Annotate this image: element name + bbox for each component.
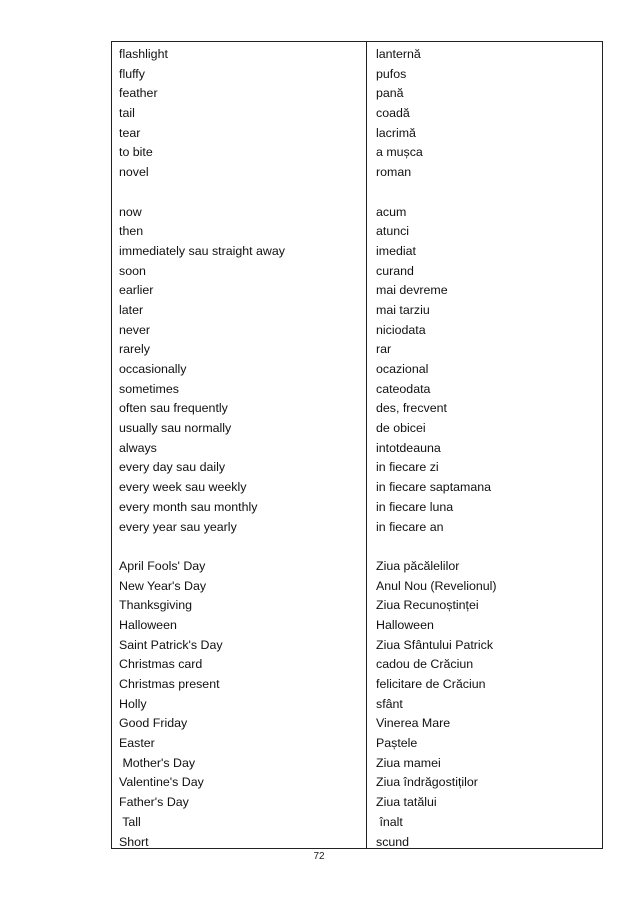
romanian-column	[376, 45, 596, 852]
english-term: Short	[119, 834, 149, 849]
english-term: Father's Day	[119, 795, 189, 810]
english-term: tear	[119, 125, 141, 140]
romanian-translation: ocazional	[376, 362, 429, 376]
english-term: Saint Patrick's Day	[119, 637, 223, 652]
romanian-translation: in fiecare an	[376, 519, 444, 534]
english-term: always	[119, 440, 157, 455]
english-term: then	[119, 224, 144, 239]
romanian-translation: lacrimă	[376, 125, 416, 140]
english-term: every week sau weekly	[119, 480, 247, 495]
romanian-translation: Ziua Sfântului Patrick	[376, 637, 494, 652]
romanian-translation: mai devreme	[376, 283, 448, 298]
english-term: Mother's Day	[119, 755, 196, 770]
english-term: never	[119, 322, 150, 337]
section-spacer	[376, 183, 596, 203]
english-term: usually sau normally	[119, 421, 232, 436]
romanian-translation: curand	[376, 263, 414, 278]
section-spacer	[119, 183, 359, 203]
romanian-translation: de obicei	[376, 421, 426, 436]
english-term: every year sau yearly	[119, 519, 237, 534]
romanian-translation: imediat	[376, 243, 416, 258]
english-term: often sau frequently	[119, 401, 228, 416]
english-term: every month sau monthly	[119, 499, 258, 514]
romanian-translation: Halloween	[376, 617, 434, 632]
romanian-translation: pufos	[376, 66, 407, 81]
romanian-translation: Ziua tatălui	[376, 795, 437, 810]
section-spacer	[376, 537, 596, 557]
romanian-translation: in fiecare luna	[376, 499, 454, 514]
romanian-translation: coadă	[376, 106, 410, 121]
romanian-translation: Vinerea Mare	[376, 716, 451, 731]
romanian-translation: atunci	[376, 224, 410, 239]
english-term: Good Friday	[119, 716, 188, 731]
romanian-translation: acum	[376, 204, 407, 219]
romanian-translation: Paștele	[376, 736, 418, 751]
romanian-translation: niciodata	[376, 322, 426, 337]
romanian-translation: Ziua mamei	[376, 755, 441, 770]
romanian-translation: înalt	[376, 814, 403, 829]
english-column	[119, 45, 359, 852]
english-term: Thanksgiving	[119, 598, 193, 613]
english-term: Valentine's Day	[119, 775, 204, 790]
romanian-translation: Ziua Recunoștinței	[376, 598, 479, 613]
romanian-translation: in fiecare zi	[376, 460, 439, 475]
english-term: Tall	[119, 814, 141, 829]
romanian-translation: rar	[376, 342, 392, 357]
romanian-translation: felicitare de Crăciun	[376, 677, 486, 691]
romanian-translation: intotdeauna	[376, 440, 441, 455]
english-term: Christmas card	[119, 657, 203, 672]
column-divider	[366, 42, 367, 848]
romanian-translation: cadou de Crăciun	[376, 657, 474, 672]
english-term: Halloween	[119, 617, 177, 632]
english-term: earlier	[119, 283, 154, 298]
english-term: to bite	[119, 145, 153, 160]
romanian-translation: Ziua îndrăgostiților	[376, 775, 478, 790]
romanian-translation: pană	[376, 86, 404, 101]
romanian-translation: scund	[376, 834, 410, 849]
romanian-translation: mai tarziu	[376, 302, 430, 317]
romanian-translation: Ziua păcălelilor	[376, 558, 460, 573]
english-term: Holly	[119, 696, 147, 711]
romanian-translation: roman	[376, 165, 412, 180]
romanian-translation: cateodata	[376, 381, 431, 396]
english-term: immediately sau straight away	[119, 243, 285, 258]
english-term: Easter	[119, 736, 155, 751]
section-spacer	[119, 537, 359, 557]
romanian-translation: Anul Nou (Revelionul)	[376, 578, 497, 593]
english-term: novel	[119, 165, 149, 180]
romanian-translation: des, frecvent	[376, 401, 447, 416]
romanian-translation: sfânt	[376, 696, 403, 711]
english-term: Christmas present	[119, 677, 220, 691]
english-term: New Year's Day	[119, 578, 207, 593]
romanian-translation: lanternă	[376, 47, 421, 61]
english-term: rarely	[119, 342, 150, 357]
english-term: now	[119, 204, 142, 219]
vocabulary-table	[111, 41, 603, 849]
english-term: soon	[119, 263, 146, 278]
page-number: 72	[313, 851, 325, 862]
english-term: feather	[119, 86, 158, 101]
english-term: later	[119, 302, 144, 317]
romanian-translation: a mușca	[376, 145, 423, 160]
english-term: flashlight	[119, 47, 168, 61]
english-term: April Fools' Day	[119, 558, 206, 573]
english-term: fluffy	[119, 66, 145, 81]
english-term: every day sau daily	[119, 460, 226, 475]
english-term: sometimes	[119, 381, 179, 396]
romanian-translation: in fiecare saptamana	[376, 480, 492, 495]
english-term: tail	[119, 106, 135, 121]
english-term: occasionally	[119, 362, 187, 376]
